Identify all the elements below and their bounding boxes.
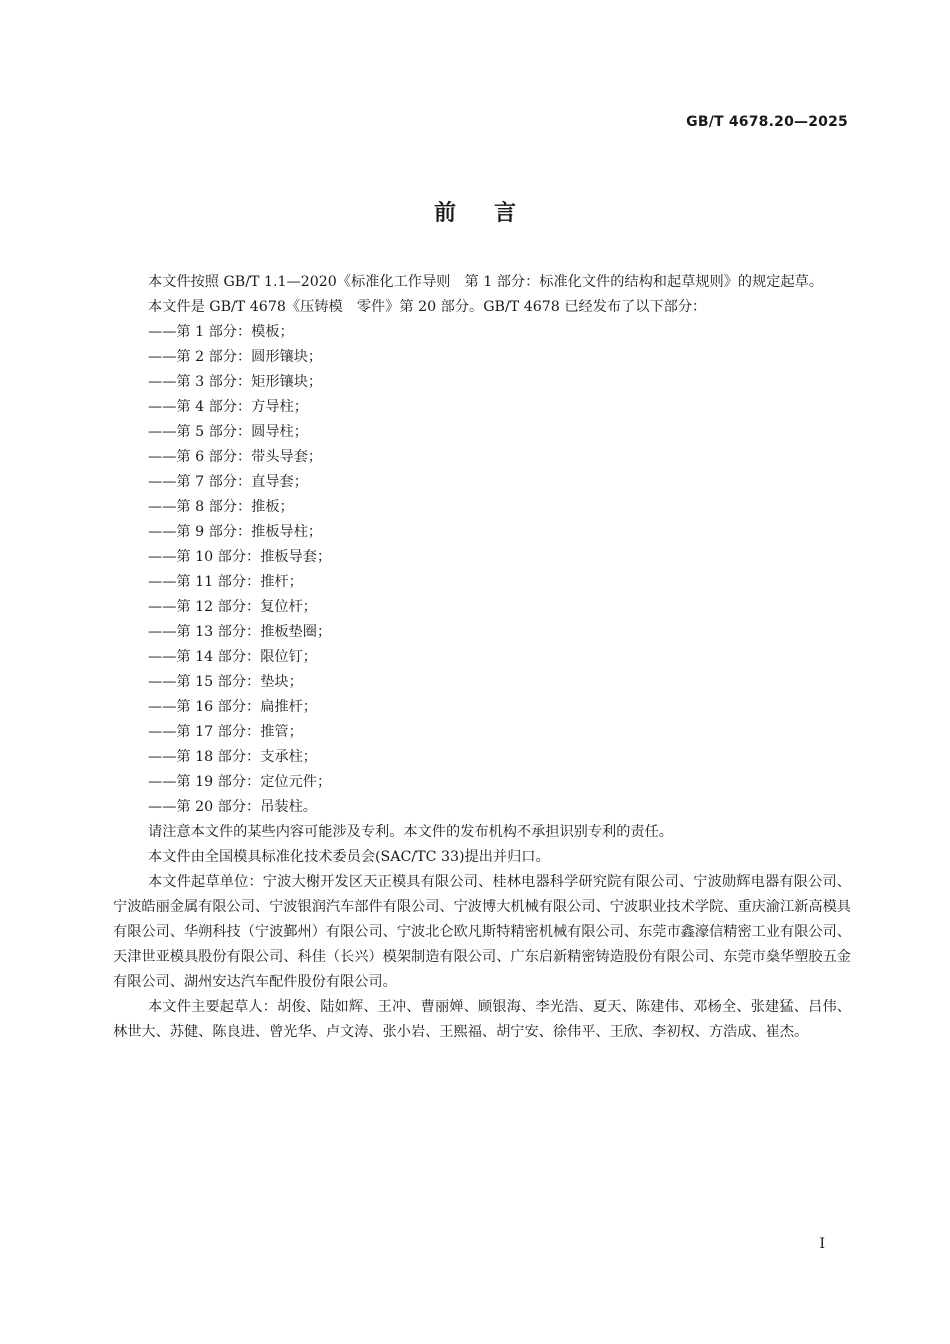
list-item: ——第 20 部分：吊装柱。	[148, 799, 317, 815]
list-item: ——第 12 部分：复位杆；	[148, 599, 317, 615]
list-item: ——第 16 部分：扁推杆；	[148, 699, 317, 715]
list-item: ——第 18 部分：支承柱；	[148, 749, 317, 765]
patent-notice-paragraph: 请注意本文件的某些内容可能涉及专利。本文件的发布机构不承担识别专利的责任。	[148, 824, 673, 840]
series-intro-paragraph: 本文件是 GB/T 4678《压铸模 零件》第 20 部分。GB/T 4678 已经发布了以下部分：	[148, 299, 707, 315]
list-item: ——第 9 部分：推板导柱；	[148, 524, 323, 540]
list-item: ——第 6 部分：带头导套；	[148, 449, 323, 465]
foreword-body	[113, 270, 851, 1045]
list-item: ——第 17 部分：推管；	[148, 724, 303, 740]
list-item: ——第 14 部分：限位钉；	[148, 649, 317, 665]
list-item: ——第 19 部分：定位元件；	[148, 774, 332, 790]
list-item: ——第 13 部分：推板垫圈；	[148, 624, 332, 640]
parts-list	[113, 320, 851, 820]
standard-number: GB/T 4678.20—2025	[686, 114, 848, 130]
drafting-units-paragraph: 本文件起草单位：宁波大榭开发区天正模具有限公司、桂林电器科学研究院有限公司、宁波勋辉电器有限公司、宁波皓丽金属有限公司、宁波银润汽车部件有限公司、宁波博大机械有限公司、宁波职业技术学院、重庆渝江新高模具有限公司、华朔科技（宁波鄞州）有限公司、宁波北仑欧凡斯特精密机械有限公司、东莞市鑫濠信精密工业有限公司、天津世亚模具股份有限公司、科佳（长兴）模架制造有限公司、广东启新精密铸造股份有限公司、东莞市燊华塑胶五金有限公司、湖州安达汽车配件股份有限公司。	[113, 874, 851, 990]
list-item: ——第 15 部分：垫块；	[148, 674, 303, 690]
list-item: ——第 11 部分：推杆；	[148, 574, 303, 590]
drafting-basis-paragraph: 本文件按照 GB/T 1.1—2020《标准化工作导则 第 1 部分：标准化文件的结构和起草规则》的规定起草。	[148, 274, 824, 290]
list-item: ——第 5 部分：圆导柱；	[148, 424, 308, 440]
list-item: ——第 1 部分：模板；	[148, 324, 294, 340]
list-item: ——第 7 部分：直导套；	[148, 474, 308, 490]
list-item: ——第 10 部分：推板导套；	[148, 549, 332, 565]
list-item: ——第 3 部分：矩形镶块；	[148, 374, 323, 390]
proposer-paragraph: 本文件由全国模具标准化技术委员会(SAC/TC 33)提出并归口。	[148, 849, 550, 865]
list-item: ——第 4 部分：方导柱；	[148, 399, 308, 415]
list-item: ——第 2 部分：圆形镶块；	[148, 349, 323, 365]
page-title: 前言	[433, 201, 554, 226]
drafters-paragraph: 本文件主要起草人：胡俊、陆如辉、王冲、曹丽婵、顾银海、李光浩、夏天、陈建伟、邓杨全、张建猛、吕伟、林世大、苏健、陈良进、曾光华、卢文涛、张小岩、王熙福、胡宁安、徐伟平、王欣、李初权、方浩成、崔杰。	[113, 999, 851, 1040]
page-number: I	[819, 1236, 825, 1252]
list-item: ——第 8 部分：推板；	[148, 499, 294, 515]
